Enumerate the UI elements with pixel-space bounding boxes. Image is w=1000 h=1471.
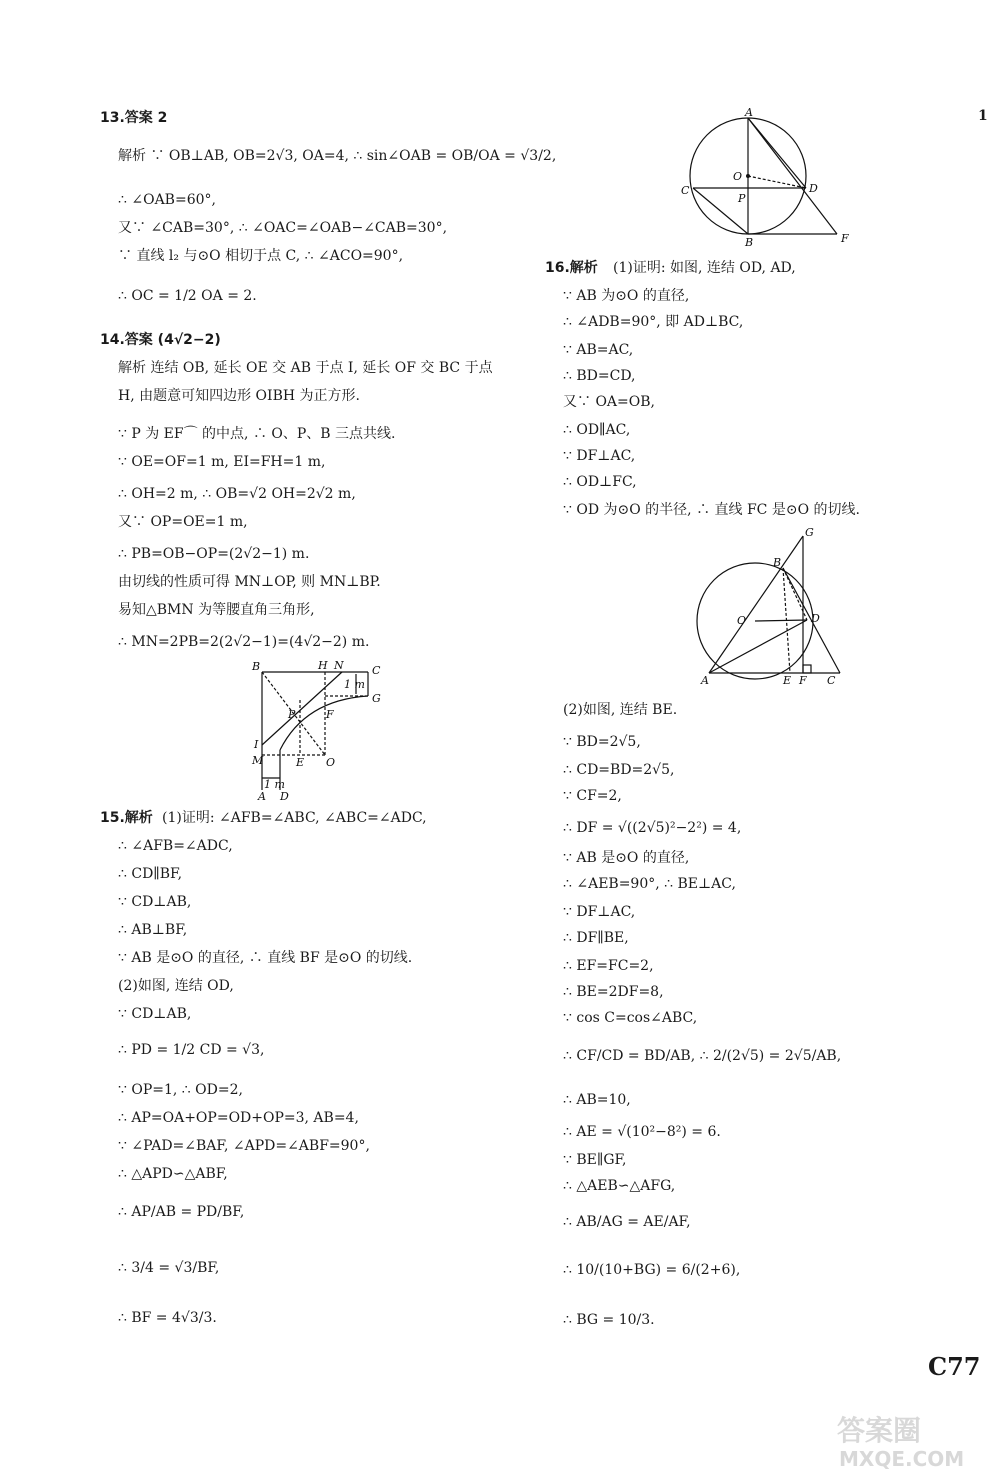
q13-line: ∴ ∠OAB=60°, [118, 192, 216, 208]
q13-line: 又∵ ∠CAB=30°, ∴ ∠OAC=∠OAB−∠CAB=30°, [118, 220, 448, 236]
watermark-logo [835, 1410, 985, 1470]
q14-line: 由切线的性质可得 MN⊥OP, 则 MN⊥BP. [118, 574, 381, 590]
q13-line: ∴ OC = 1/2 OA = 2. [118, 288, 257, 304]
q15-line: ∴ BF = 4√3/3. [118, 1310, 217, 1326]
q16-line: ∴ ∠AEB=90°, ∴ BE⊥AC, [563, 876, 736, 892]
q16-line: ∵ BE∥GF, [563, 1152, 627, 1168]
q14-figure [250, 660, 390, 800]
q16-label-C: C [827, 674, 836, 687]
q15-line: (2)如图, 连结 OD, [118, 978, 234, 994]
q16-line: ∴ OD⊥FC, [563, 474, 637, 490]
q14-line: 易知△BMN 为等腰直角三角形, [118, 602, 315, 618]
q14-label-A: A [258, 790, 266, 800]
q16-line: ∵ DF⊥AC, [563, 904, 636, 920]
q15-line: ∵ ∠PAD=∠BAF, ∠APD=∠ABF=90°, [118, 1138, 370, 1154]
q15-label-F: F [841, 232, 849, 245]
q14-label-B: B [252, 660, 261, 673]
q14-label-D: D [280, 790, 289, 800]
q15-label-P: P [738, 192, 746, 205]
q16-line: ∴ △AEB∽△AFG, [563, 1178, 676, 1194]
q16-line: ∴ AB/AG = AE/AF, [563, 1214, 691, 1230]
q14-label-1m-bottom: 1 m [264, 778, 285, 791]
q15-line: ∴ CD∥BF, [118, 866, 183, 882]
q16-line: ∴ BD=CD, [563, 368, 636, 384]
q16-line: ∴ DF∥BE, [563, 930, 629, 946]
q15-line: ∴ AP/AB = PD/BF, [118, 1204, 245, 1220]
q13-line: 解析 ∵ OB⊥AB, OB=2√3, OA=4, ∴ sin∠OAB = OB/OA = √3/2, [118, 148, 557, 164]
q14-line: 解析 连结 OB, 延长 OE 交 AB 于点 I, 延长 OF 交 BC 于点 [118, 360, 493, 376]
q14-label-1m-top: 1 m [344, 678, 365, 691]
q16-line: ∴ AB=10, [563, 1092, 631, 1108]
q16-line: ∴ CD=BD=2√5, [563, 762, 675, 778]
q14-line: 又∵ OP=OE=1 m, [118, 514, 248, 530]
q16-line: ∵ AB 为⊙O 的直径, [563, 288, 690, 304]
q16-line: ∴ ∠ADB=90°, 即 AD⊥BC, [563, 314, 744, 330]
q16-title: 16.解析 [545, 260, 598, 276]
q16-label-B: B [773, 556, 782, 569]
q14-line: ∵ OE=OF=1 m, EI=FH=1 m, [118, 454, 326, 470]
q14-line: ∴ MN=2PB=2(2√2−1)=(4√2−2) m. [118, 634, 370, 650]
page-number: C77 [928, 1352, 981, 1381]
q15-line: ∵ OP=1, ∴ OD=2, [118, 1082, 243, 1098]
q15-line: ∵ CD⊥AB, [118, 1006, 192, 1022]
q16-line: ∴ 10/(10+BG) = 6/(2+6), [563, 1262, 741, 1278]
q16-line: ∴ DF = √((2√5)²−2²) = 4, [563, 820, 742, 836]
q15-line: ∴ AB⊥BF, [118, 922, 188, 938]
q14-line: ∵ P 为 EF⌒ 的中点, ∴ O、P、B 三点共线. [118, 426, 396, 442]
q16-line: ∴ BE=2DF=8, [563, 984, 664, 1000]
q14-label-N: N [334, 660, 344, 672]
q14-line: H, 由题意可知四边形 OIBH 为正方形. [118, 388, 360, 404]
corner-mark: 1 [978, 108, 988, 124]
q15-label-B: B [745, 236, 754, 246]
q16-line: ∵ CF=2, [563, 788, 622, 804]
q16-label-G: G [805, 528, 814, 539]
q15-title: 15.解析 [100, 810, 153, 826]
q15-label-C: C [681, 184, 690, 197]
q14-label-H: H [318, 660, 328, 672]
q15-label-A: A [745, 106, 753, 119]
q14-label-M: M [252, 754, 264, 767]
q15-line: ∴ 3/4 = √3/BF, [118, 1260, 220, 1276]
q16-label-F: F [799, 674, 807, 687]
q16-label-O: O [737, 614, 747, 627]
q16-figure [695, 528, 855, 688]
q14-title: 14.答案 (4√2−2) [100, 332, 221, 348]
watermark-text-url: MXQE.COM [839, 1447, 965, 1470]
q16-line: ∴ EF=FC=2, [563, 958, 654, 974]
q14-label-F: F [326, 708, 334, 721]
q15-line: ∴ ∠AFB=∠ADC, [118, 838, 233, 854]
q15-label-D: D [809, 182, 818, 195]
q16-line: (1)证明: 如图, 连结 OD, AD, [613, 260, 796, 276]
q16-label-D: D [811, 612, 820, 625]
q16-line: ∵ DF⊥AC, [563, 448, 636, 464]
q16-line: ∴ BG = 10/3. [563, 1312, 655, 1328]
q15-figure [675, 106, 855, 246]
q15-line: ∵ CD⊥AB, [118, 894, 192, 910]
q15-line: ∴ AP=OA+OP=OD+OP=3, AB=4, [118, 1110, 359, 1126]
q13-title: 13.答案 2 [100, 110, 168, 126]
q15-line: ∵ AB 是⊙O 的直径, ∴ 直线 BF 是⊙O 的切线. [118, 950, 413, 966]
q14-label-I: I [254, 738, 259, 751]
q16-line: (2)如图, 连结 BE. [563, 702, 678, 718]
q14-label-O: O [326, 756, 336, 769]
q16-line: ∵ AB 是⊙O 的直径, [563, 850, 690, 866]
q16-line: ∴ CF/CD = BD/AB, ∴ 2/(2√5) = 2√5/AB, [563, 1048, 842, 1064]
q15-line: ∴ PD = 1/2 CD = √3, [118, 1042, 265, 1058]
q15-label-O: O [733, 170, 743, 183]
q16-line: 又∵ OA=OB, [563, 394, 655, 410]
q15-line: ∴ △APD∽△ABF, [118, 1166, 228, 1182]
q16-label-E: E [783, 674, 792, 687]
q14-label-E: E [296, 756, 305, 769]
watermark-text-cn: 答案圈 [837, 1414, 922, 1447]
q16-line: ∴ AE = √(10²−8²) = 6. [563, 1124, 721, 1140]
q13-line: ∵ 直线 l₂ 与⊙O 相切于点 C, ∴ ∠ACO=90°, [118, 248, 404, 264]
q15-line: (1)证明: ∠AFB=∠ABC, ∠ABC=∠ADC, [162, 810, 427, 826]
q16-label-A: A [701, 674, 709, 687]
q14-line: ∴ PB=OB−OP=(2√2−1) m. [118, 546, 310, 562]
q16-line: ∵ cos C=cos∠ABC, [563, 1010, 698, 1026]
q16-line: ∵ AB=AC, [563, 342, 634, 358]
q16-line: ∴ OD∥AC, [563, 422, 631, 438]
q14-label-P: P [288, 708, 296, 721]
q14-label-G: G [372, 692, 381, 705]
q16-line: ∵ BD=2√5, [563, 734, 641, 750]
q14-label-C: C [372, 664, 381, 677]
q16-line: ∵ OD 为⊙O 的半径, ∴ 直线 FC 是⊙O 的切线. [563, 502, 860, 518]
q14-line: ∴ OH=2 m, ∴ OB=√2 OH=2√2 m, [118, 486, 356, 502]
